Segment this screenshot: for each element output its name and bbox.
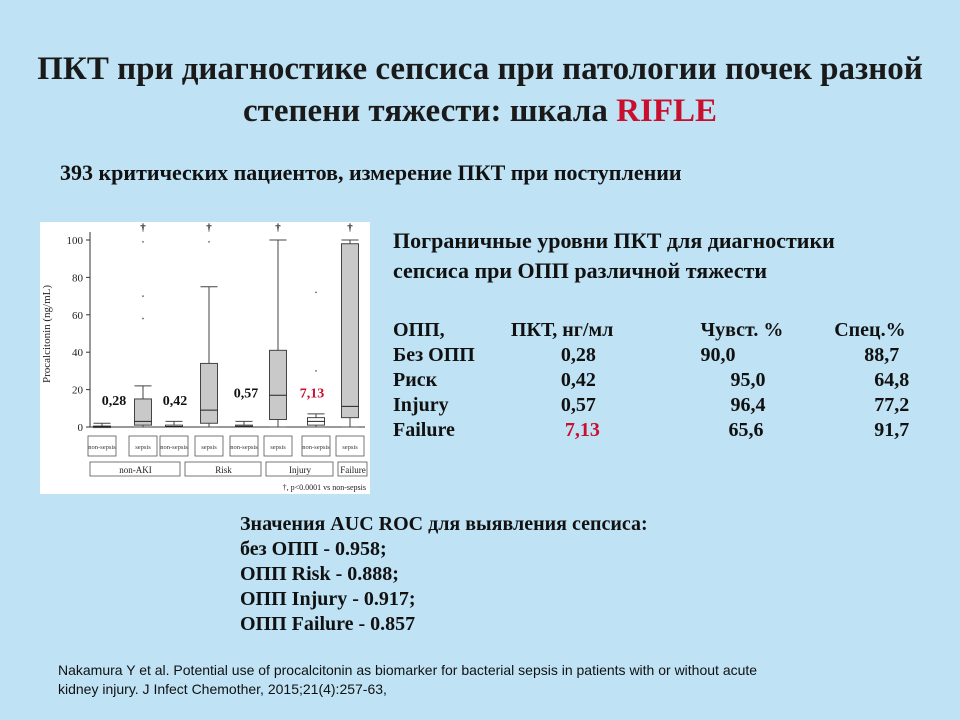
y-tick-label: 60 (72, 309, 83, 322)
y-axis-label: Procalcitonin (ng/mL) (41, 284, 53, 384)
y-tick-label: 40 (72, 347, 83, 360)
reference (58, 661, 928, 699)
row-spec: 77,2 (874, 394, 910, 416)
row-pct: 0,28 (560, 344, 596, 366)
auc-item: ОПП Injury - 0.917; (240, 588, 416, 610)
subgroup-label: non-sepsis (88, 444, 116, 451)
header-pct: ПКТ, нг/мл (510, 319, 614, 341)
significance-dagger: † (347, 222, 353, 234)
row-sens: 65,6 (728, 419, 764, 441)
row-sens: 95,0 (730, 369, 766, 391)
row-group: Без ОПП (393, 344, 475, 366)
subgroup-label: sepsis (135, 444, 151, 451)
box-outlier (142, 295, 144, 297)
reference-line1: Nakamura Y et al. Potential use of procalcitonin as biomarker for bacterial sepsis in patients with or without acute (58, 662, 758, 678)
box-outlier (142, 241, 144, 243)
title-highlight: RIFLE (616, 93, 717, 129)
y-tick-label: 0 (77, 422, 83, 434)
group-label: Risk (215, 465, 232, 475)
cutoff-label: 0,42 (162, 393, 188, 409)
auc-item: без ОПП - 0.958; (240, 538, 387, 560)
auc-block (240, 512, 648, 637)
thresholds-row (393, 418, 960, 443)
box-iqr (201, 363, 218, 423)
row-pct-highlight: 7,13 (564, 419, 600, 441)
subgroup-label: non-sepsis (302, 444, 330, 451)
box-outlier (315, 370, 317, 372)
auc-heading: Значения AUC ROC для выявления сепсиса: (240, 513, 648, 535)
header-spec: Спец.% (834, 319, 906, 341)
group-label: Injury (289, 465, 311, 475)
thresholds-row (393, 343, 960, 368)
row-group: Failure (393, 419, 455, 441)
row-spec: 91,7 (874, 419, 910, 441)
cutoff-label: 0,28 (101, 393, 127, 409)
thresholds-header-row (393, 318, 960, 343)
thresholds-table (393, 318, 960, 443)
group-label: non-AKI (119, 465, 152, 475)
thresholds-row (393, 393, 960, 418)
subgroup-label: sepsis (270, 444, 286, 451)
thresholds-heading (393, 226, 835, 286)
y-tick-label: 20 (72, 384, 83, 397)
thresholds-row (393, 368, 960, 393)
box-outlier (315, 291, 317, 293)
thresholds-heading-line1: Пограничные уровни ПКТ для диагностики (393, 228, 835, 253)
reference-line2: kidney injury. J Infect Chemother, 2015;21(4):257-63, (58, 681, 387, 697)
thresholds-heading-line2: сепсиса при ОПП различной тяжести (393, 258, 768, 283)
row-sens: 90,0 (700, 344, 736, 366)
group-label: Failure (340, 465, 366, 475)
y-tick-label: 100 (66, 235, 83, 247)
subgroup-label: sepsis (342, 444, 358, 451)
row-group: Риск (393, 369, 438, 391)
title-main: ПКТ при диагностике сепсиса при патологии почек разной степени тяжести: шкала (37, 51, 923, 129)
row-pct: 0,42 (560, 369, 596, 391)
chart-footnote: †, p<0.0001 vs non-sepsis (282, 483, 366, 492)
subgroup-label: sepsis (201, 444, 217, 451)
box-outlier (208, 241, 210, 243)
row-spec: 88,7 (864, 344, 900, 366)
cutoff-label: 0,57 (233, 386, 259, 402)
row-pct: 0,57 (560, 394, 596, 416)
auc-item: ОПП Risk - 0.888; (240, 563, 399, 585)
box-iqr (270, 350, 287, 419)
slide-subtitle: 393 критических пациентов, измерение ПКТ при поступлении (60, 160, 682, 185)
header-sens: Чувст. % (700, 319, 784, 341)
slide-title (0, 48, 960, 132)
box-outlier (142, 318, 144, 320)
cutoff-label-highlight: 7,13 (299, 386, 325, 402)
boxplot-chart (40, 222, 370, 494)
subgroup-label: non-sepsis (230, 444, 258, 451)
row-group: Injury (393, 394, 449, 416)
significance-dagger: † (206, 222, 212, 234)
header-group: ОПП, (393, 319, 445, 341)
significance-dagger: † (140, 222, 146, 234)
box-iqr (342, 244, 359, 418)
row-sens: 96,4 (730, 394, 766, 416)
subgroup-label: non-sepsis (160, 444, 188, 451)
significance-dagger: † (275, 222, 281, 234)
row-spec: 64,8 (874, 369, 910, 391)
auc-item: ОПП Failure - 0.857 (240, 613, 416, 635)
y-tick-label: 80 (72, 272, 83, 285)
